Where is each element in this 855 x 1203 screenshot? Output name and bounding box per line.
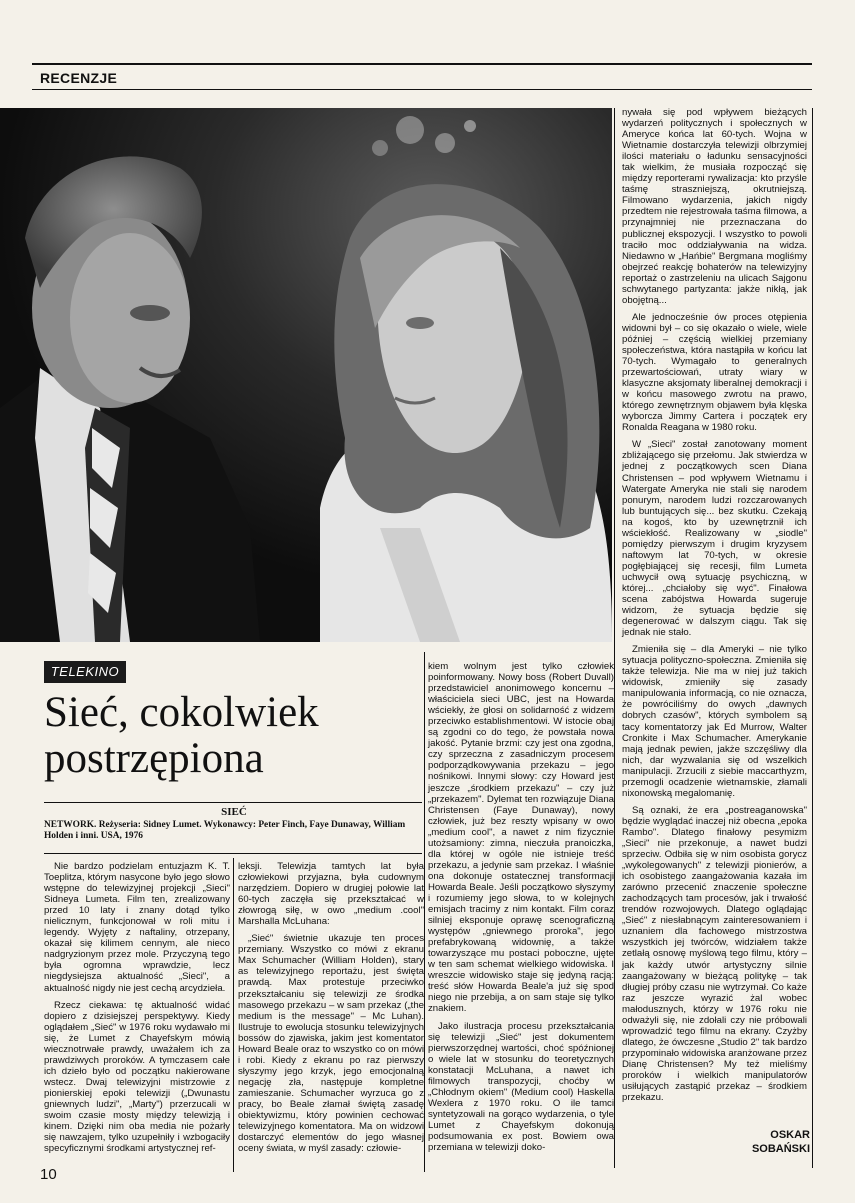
author-last-name: SOBAŃSKI <box>751 1143 810 1155</box>
paragraph: Jako ilustracja procesu przekształcania się telewizji „Sieć" jest dokumentem pierwszorzędnej wartości, choć spóźnionej o wiele lat w stosunku do teoretycznych konstatacji McLuhana, a nawet ich filmowych transpozycji, choćby w „Chłodnym okiem" (Medium cool) Haskella Wexlera z 1970 roku. O ile tamci syntetyzowali na gorąco wydarzenia, o tyle Lumet z Chayefskym dokonują podsumowania ex post. Bowiem owa przemiana w telewizji doko- <box>428 1020 614 1154</box>
column-divider <box>812 108 813 1168</box>
paragraph: Zmieniła się – dla Ameryki – nie tylko sytuacja polityczno-społeczna. Zmieniła się także telewizja. Nie ma w niej już takich widowisk, zmieniły się zasady manipulowania informacją, co nie oznacza, że powróciliśmy do owych „dawnych dobrych czasów", których symbolem są tacy komentatorzy jak Ed Murrow, Walter Cronkite i Max Schumacher. Amerykanie mają jednak pewien, jakże szczęśliwy dla nich, dar wyzwalania się od wszelkich manipulacji. Zrzucili z siebie maccarthyzm, przemogli ocadzenie wietnamskie, złamali nixonowską megalomanię. <box>622 644 807 799</box>
headline-line-2: postrzępiona <box>44 735 264 782</box>
author-signature <box>700 1128 810 1156</box>
paragraph: Są oznaki, że era „postreaganowska" będzie wyglądać inaczej niż obecna „epoka Rambo". Dlatego finałowy pesymizm „Sieci" nie przekonuje, a nawet budzi sprzeciw. Odbiła się w nim osobista gorycz „wykolegowanych" z telewizji pionierów, a ich osobistego zaangażowania kazała im zarówno przecenić znaczenie społeczne zachodzących tam procesów, jak i trwałość trendów rozwojowych. Dlatego oglądając „Sieć" z niesłabnącym zainteresowaniem i uznaniem dla fachowego mistrzostwa wszystkich jej twórców, widziałem także zetlałą osnowę myślową tego filmu, który – jak każdy utwór artystyczny silnie zaangażowany w bieżącą politykę – tak długiej próby czasu nie wytrzymał. Co każe raz jeszcze wyrazić żal wobec małodusznych, którzy w 1976 roku nie odważyli się, nie zdołali czy nie próbowali wprowadzić tego filmu na ekrany. Czyżby dlatego, że ówczesne „Studio 2" tak bardzo przypominało widowiska aranżowane przez Dianę Christensen? My też mieliśmy proroków i wielkich manipulatorów usiłujących zastąpić przekaz – środkiem przekazu. <box>622 804 807 1104</box>
film-title: SIEĆ <box>221 806 247 818</box>
title-rule <box>44 802 422 803</box>
telekino-badge: TELEKINO <box>44 661 126 683</box>
paragraph: kiem wolnym jest tylko człowiek poinformowany. Nowy boss (Robert Duvall) przedstawiciel anonimowego koncernu – właściciela sieci UBC, jest na Howarda wściekły, że głosi on solidarność z widzem przeciwko establishmentowi. W istocie obaj są zgodni co do tego, że powstała nowa jakość. Pytanie brzmi: czy jest ona zgodna, czy sprzeczna z zasadniczym procesem podporządkowywania przekazu – jego nośnikowi. Innymi słowy: czy Howard jest jeszcze „środkiem przekazu" – czy już „przekazem". Dylemat ten rozwiązuje Diana Christensen (Faye Dunaway), nowy człowiek, już bez reszty wpisany w owo „medium cool", a nawet z nim fizycznie utożsamiony: zimna, nieczuła pranoiczka, dla której w ogóle nie istnieje treść przekazu, a jedynie sam przekaz. I właśnie ona dokonuje ostatecznej transformacji Howarda Beale. Jeśli początkowo słyszymy i rozumiemy jego słowa, to w kolejnych emisjach tracimy z nim kontakt. Film coraz silniej eksponuje oprawę scenograficzną występów „gniewnego proroka", jego prefabrykowaną widownię, a także towarzyszące mu postaci poboczne, ujęte w ten sam schemat wielkiego widowiska. I wreszcie widowisko staje się jedyną racją: treść słów Howarda Beale'a już się spod niego nie przebija, a on sam staje się tylko znakiem. <box>428 661 614 1015</box>
credits-rule <box>44 853 422 854</box>
film-still-photo <box>0 108 612 642</box>
paragraph: „Sieć" świetnie ukazuje ten proces przemiany. Wszystko co mówi z ekranu Max Schumacher (William Holden), stary as telewizyjnego reportażu, jest święta prawdą. Max protestuje przeciwko przekształcaniu się telewizji ze środka masowego przekazu – w sam przekaz („the medium is the message" – Mc Luhan). Ilustruje to ewolucja stosunku telewizyjnych bossów do zjawiska, jakim jest komentator Howard Beale oraz to wszystko co on mówi i robi. Kiedy z ekranu po raz pierwszy słyszymy jego krzyk, jego emocjonalną negację zła, następuje kompletne zamieszanie. Schumacher wyrzuca go z pracy, bo Beale złamał świętą zasadę obiektywizmu, który powinien cechować telewizyjnego komentatora. Ma on widzowi dostarczyć elementów do jego własnej oceny świata, w myśl zasady: człowie- <box>238 933 424 1155</box>
article-column-4 <box>622 107 807 1103</box>
author-first-name: OSKAR <box>770 1129 810 1141</box>
column-divider <box>424 652 425 1172</box>
article-column-3 <box>428 661 614 1153</box>
paragraph: leksji. Telewizja tamtych lat była człowiekowi przyjazna, była cudownym narzędziem. Dopiero w drugiej połowie lat 60-tych zaczęła się przekształcać w złowrogą siłę, w owo „medium .cool" Marshalla McLuhana: <box>238 861 424 928</box>
paragraph: Nie bardzo podzielam entuzjazm K. T. Toeplitza, którym nasycone było jego słowo wstępne do telewizyjnej projekcji „Sieci" Sidneya Lumeta. Film ten, zrealizowany przed 10 laty i znany dotąd tylko nielicznym, funkcjonował w roli mitu i legendy. Wyjęty z naftaliny, otrzepany, okazał się kilimem cennym, ale nieco nadgryzionym przez mole. Przyczyną tego była ogromna wprawdzie, lecz niegdysiejsza aktualność „Sieci", a aktualność nigdy nie jest cechą arcydzieła. <box>44 861 230 994</box>
article-headline <box>44 690 424 782</box>
section-label: RECENZJE <box>40 70 118 86</box>
column-divider <box>233 858 234 1172</box>
paragraph: W „Sieci" został zanotowany moment zbliżającego się przełomu. Jak stwierdza w jednej z początkowych scen Diana Christensen – pod wpływem Wietnamu i Watergate Ameryka nie stali się narodem ponurym, narodem ludzi rozczarowanych lub buntujących się... bez skutku. Czekają na kogoś, kto by uzewnętrznił ich wściekłość. Realizowany w „siodle" pomiędzy pierwszym i drugim kryzysem naftowym lat 70-tych, w okresie pogłębiającej się recesji, film Lumeta uchwycił ową sytuację psychiczną, w której... „chciałoby się wyć". Finałowa scena zabójstwa Howarda sugeruje widzom, że sytuacja będzie się degenerować w dalszym ciągu. Tak się jednak nie stało. <box>622 439 807 639</box>
column-divider <box>614 108 615 1168</box>
film-credits: NETWORK. Reżyseria: Sidney Lumet. Wykonawcy: Peter Finch, Faye Dunaway, William Holden i inni. USA, 1976 <box>44 820 406 841</box>
header-rule-top <box>32 63 812 65</box>
article-column-1 <box>44 861 230 1154</box>
headline-line-1: Sieć, cokolwiek <box>44 689 319 736</box>
article-column-2 <box>238 861 424 1154</box>
paragraph: Ale jednocześnie ów proces otępienia widowni był – co się okazało o wiele, wiele później – częścią wielkiej przemiany społeczeństwa, która nastąpiła w końcu lat 70-tych. Wymagało to generalnych przewartościowań, utraty wiary w klasyczne aksjomaty liberalnej demokracji i w końcu masowego zwrotu na prawo, którego zewnętrznym objawem była klęska wyborcza Jimmy Cartera i początek ery Ronalda Reagana w 1980 roku. <box>622 311 807 434</box>
paragraph: nywała się pod wpływem bieżących wydarzeń politycznych i społecznych w Ameryce końca lat 60-tych. Wojna w Wietnamie dostarczyła telewizji olbrzymiej ilości materiału o ładunku sensacyjności tak wielkim, że musiała rozpocząć się między reporterami rywalizacja: kto przyśle taśmę straszniejszą, okrutniejszą. Filmowano wydarzenia, jakich nigdy przedtem nie rejestrowała taśma filmowa, a przynajmniej nie przeznaczana do publicznej ekspozycji. I wszystko to powoli traciło moc oddziaływania na widza. Niedawno w „Hańbie" Bergmana mogliśmy obejrzeć reakcję bohaterów na telewizyjny reportaż o zastrzeleniu na ulicach Sajgonu schwytanego partyzanta: jakże nikłą, jak obojętną... <box>622 107 807 306</box>
paragraph: Rzecz ciekawa: tę aktualność widać dopiero z dzisiejszej perspektywy. Kiedy oglądałem „Sieć" w 1976 roku wydawało mi się, że Lumet z Chayefskym mówią wiecznotrwałe prawdy, uważałem ich za prawdziwych proroków. A tymczasem całe ich dzieło było od początku nakierowane wstecz. Dwaj telewizyjni mistrzowie z pionierskiej epoki telewizji („Dwunastu gniewnych ludzi", „Marty") przerzucali w swoim czasie mosty między telewizją i kinem. Dzięki nim oba media nie pożarły się nawzajem, tylko uzupełniły i wzbogaciły specyficznymi środkami artystycznej ref- <box>44 999 230 1155</box>
page-number: 10 <box>40 1166 57 1183</box>
film-still-illustration <box>0 108 612 642</box>
header-rule-bottom <box>32 89 812 90</box>
